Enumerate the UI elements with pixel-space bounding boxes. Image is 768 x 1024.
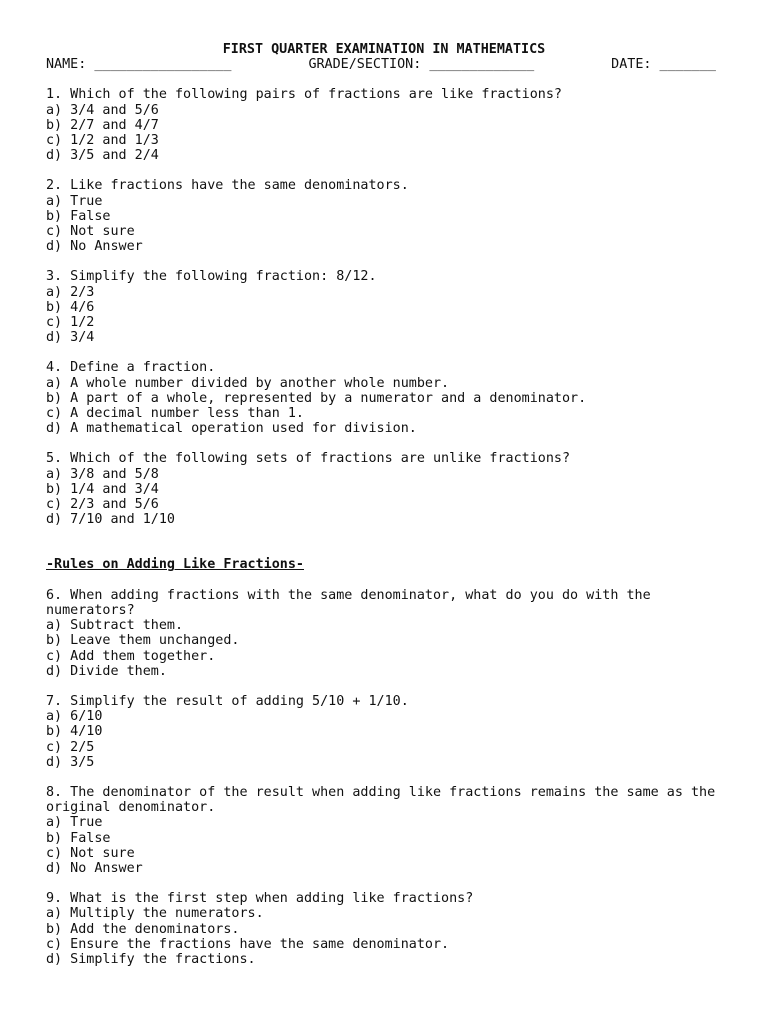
exam-header-fields — [46, 57, 716, 72]
question-text: 6. When adding fractions with the same denominator, what do you do with the numerators? — [46, 587, 651, 618]
date-field: DATE: _______ — [611, 57, 716, 73]
answer-option: d) A mathematical operation used for division. — [46, 421, 417, 437]
section-heading: -Rules on Adding Like Fractions- — [46, 557, 304, 573]
question-text: 7. Simplify the result of adding 5/10 + 1/10. — [46, 693, 409, 709]
answer-option: b) 2/7 and 4/7 — [46, 117, 159, 133]
answer-option: c) 1/2 — [46, 315, 95, 331]
question-block — [46, 451, 726, 527]
answer-option: b) 4/10 — [46, 724, 103, 740]
answer-option: a) 6/10 — [46, 709, 103, 725]
answer-option: d) Divide them. — [46, 663, 167, 679]
question-text: 8. The denominator of the result when adding like fractions remains the same as the original denominator. — [46, 784, 716, 816]
answer-option: b) False — [46, 830, 111, 846]
answer-option: b) 4/6 — [46, 299, 95, 315]
answer-option: b) 1/4 and 3/4 — [46, 481, 159, 497]
answer-option: d) 7/10 and 1/10 — [46, 512, 175, 528]
question-text: 3. Simplify the following fraction: 8/12. — [46, 269, 377, 285]
question-text: 2. Like fractions have the same denominators. — [46, 178, 409, 194]
answer-option: a) 2/3 — [46, 284, 95, 300]
answer-option: a) True — [46, 815, 103, 831]
answer-option: c) Ensure the fractions have the same denominator. — [46, 936, 450, 952]
question-text: 5. Which of the following sets of fractions are unlike fractions? — [46, 451, 571, 467]
question-text: 4. Define a fraction. — [46, 360, 216, 376]
exam-title: FIRST QUARTER EXAMINATION IN MATHEMATICS — [222, 42, 546, 57]
answer-option: b) False — [46, 208, 111, 224]
answer-option: c) 1/2 and 1/3 — [46, 133, 159, 149]
question-text: 1. Which of the following pairs of fractions are like fractions? — [46, 87, 562, 103]
answer-option: d) No Answer — [46, 239, 143, 255]
answer-option: d) 3/4 — [46, 330, 95, 346]
answer-option: a) A whole number divided by another whole number. — [46, 375, 450, 391]
answer-option: c) 2/3 and 5/6 — [46, 497, 159, 513]
name-field: NAME: _________________ — [46, 57, 232, 73]
question-block — [46, 269, 726, 345]
answer-option: b) Add the denominators. — [46, 921, 240, 937]
answer-option: c) 2/5 — [46, 739, 95, 755]
answer-option: c) A decimal number less than 1. — [46, 406, 304, 422]
answer-option: a) True — [46, 193, 103, 209]
question-block — [46, 588, 726, 679]
answer-option: d) 3/5 — [46, 754, 95, 770]
answer-option: a) Subtract them. — [46, 618, 184, 634]
answer-option: d) Simplify the fractions. — [46, 951, 256, 967]
question-block — [46, 87, 726, 163]
question-block — [46, 360, 726, 436]
answer-option: c) Add them together. — [46, 648, 216, 664]
question-block — [46, 178, 726, 254]
answer-option: c) Not sure — [46, 845, 135, 861]
answer-option: a) 3/8 and 5/8 — [46, 466, 159, 482]
question-block — [46, 694, 726, 770]
question-block — [46, 891, 726, 967]
question-block — [46, 785, 726, 876]
answer-option: b) Leave them unchanged. — [46, 633, 240, 649]
question-text: 9. What is the first step when adding like fractions? — [46, 891, 474, 907]
answer-option: d) No Answer — [46, 860, 143, 876]
answer-option: b) A part of a whole, represented by a numerator and a denominator. — [46, 390, 587, 406]
grade-section-field: GRADE/SECTION: _____________ — [308, 57, 535, 73]
exam-page — [46, 42, 726, 967]
answer-option: c) Not sure — [46, 224, 135, 240]
answer-option: d) 3/5 and 2/4 — [46, 148, 159, 164]
answer-option: a) 3/4 and 5/6 — [46, 102, 159, 118]
answer-option: a) Multiply the numerators. — [46, 906, 264, 922]
